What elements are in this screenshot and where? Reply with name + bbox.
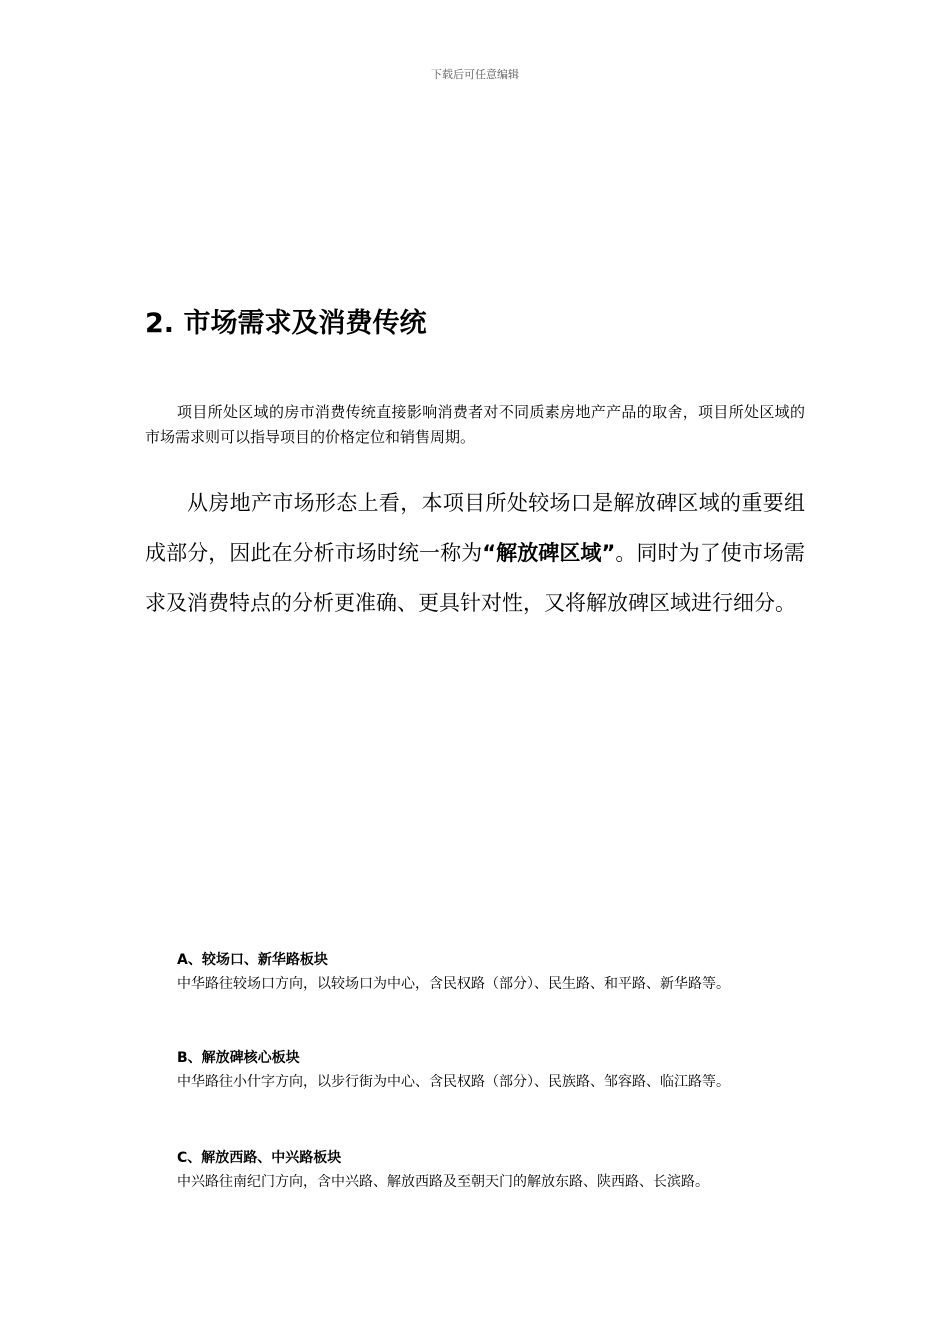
- block-c-title: C、解放西路、中兴路板块: [177, 1150, 342, 1166]
- market-form-text-before: 从房地产市场形态上看，本项目所处较场口是解放碑区域的重要组成部分，因此在分析市场时统一称为: [145, 491, 805, 565]
- market-form-paragraph: [145, 478, 805, 628]
- block-c: [145, 1146, 805, 1194]
- block-a-description: 中华路往较场口方向，以较场口为中心，含民权路（部分）、民生路、和平路、新华路等。: [177, 976, 730, 992]
- page-header-note: 下载后可任意编辑: [431, 68, 519, 81]
- block-a: [145, 948, 805, 996]
- block-b-title: B、解放碑核心板块: [177, 1050, 300, 1066]
- market-form-emphasis: “解放碑区域”: [482, 541, 616, 565]
- block-c-description: 中兴路往南纪门方向，含中兴路、解放西路及至朝天门的解放东路、陕西路、长滨路。: [177, 1174, 709, 1190]
- section-title: 2. 市场需求及消费传统: [145, 308, 427, 339]
- market-form-text-after: 。同时为了使市场需求及消费特点的分析更准确、更具针对性，又将解放碑区域进行细分。: [145, 541, 806, 615]
- intro-paragraph: 项目所处区域的房市消费传统直接影响消费者对不同质素房地产产品的取舍，项目所处区域的市场需求则可以指导项目的价格定位和销售周期。: [145, 403, 805, 446]
- block-b: [145, 1046, 805, 1094]
- block-b-description: 中华路往小什字方向，以步行街为中心、含民权路（部分）、民族路、邹容路、临江路等。: [177, 1074, 730, 1090]
- block-a-title: A、较场口、新华路板块: [177, 952, 328, 968]
